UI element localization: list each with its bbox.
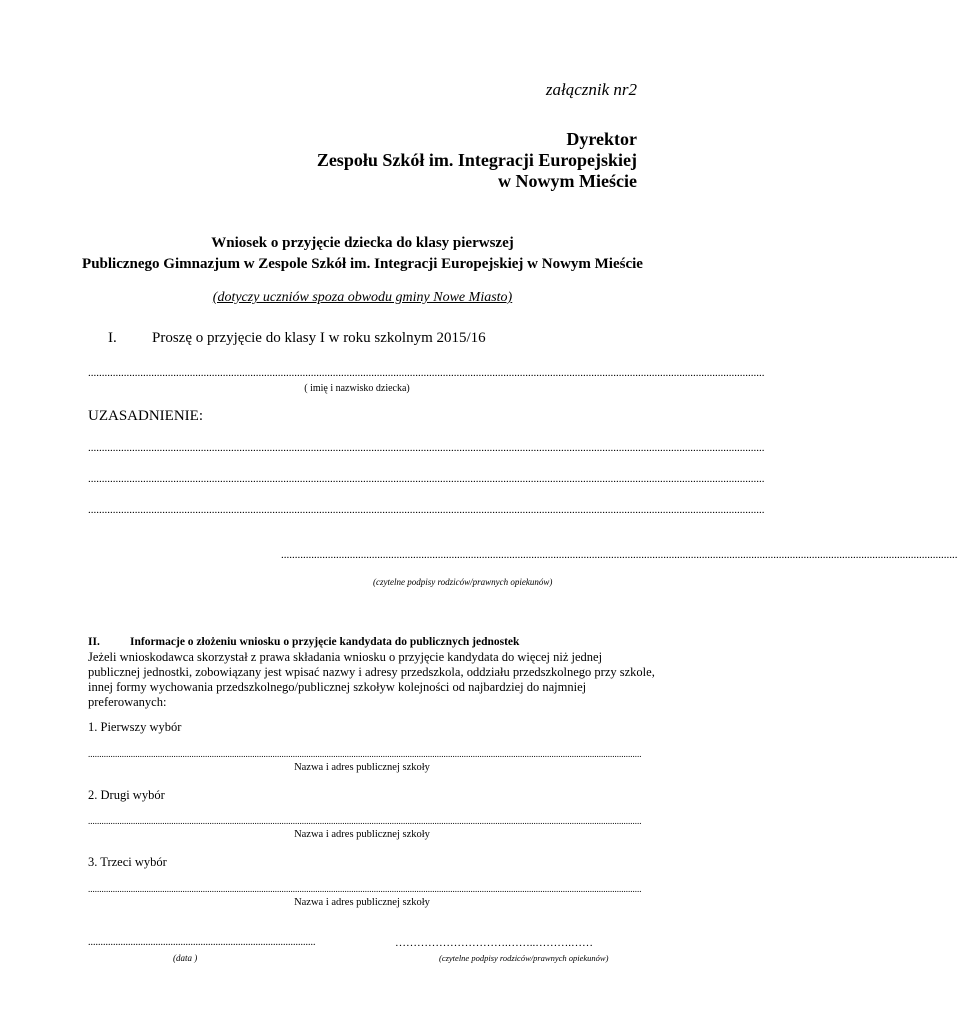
justification-line-2[interactable]: ...................................................................................................................................................................................................................................................... — [88, 473, 765, 485]
addressee-line1: Dyrektor — [566, 129, 637, 149]
date-field[interactable]: ........................................................................................... — [88, 937, 316, 948]
choice-1-caption: Nazwa i adres publicznej szkoły — [294, 762, 430, 773]
choice-1-label: 1. Pierwszy wybór — [88, 720, 182, 734]
justification-label: UZASADNIENIE: — [88, 408, 203, 424]
addressee-line2: Zespołu Szkół im. Integracji Europejskiej — [316, 150, 637, 170]
section2-body-line2: publicznej jednostki, zobowiązany jest wpisać nazwy i adresy przedszkola, oddziału przedszkolnego przy szkole, — [88, 665, 655, 679]
choice-3-field[interactable]: ...................................................................................................................................................................................................................................................... — [88, 884, 642, 894]
section2-body-line4: preferowanych: — [88, 695, 167, 709]
addressee-line3: w Nowym Mieście — [498, 171, 637, 191]
child-name-caption: ( imię i nazwisko dziecka) — [304, 383, 410, 394]
section2-number: II. — [88, 636, 100, 648]
choice-2-caption: Nazwa i adres publicznej szkoły — [294, 829, 430, 840]
final-signature-caption: (czytelne podpisy rodziców/prawnych opiekunów) — [439, 953, 609, 963]
parents-signature-caption: (czytelne podpisy rodziców/prawnych opiekunów) — [373, 577, 553, 587]
justification-line-1[interactable]: ...................................................................................................................................................................................................................................................... — [88, 442, 765, 454]
section1-number: I. — [108, 330, 117, 346]
title-line2: Publicznego Gimnazjum w Zespole Szkół im. Integracji Europejskiej w Nowym Mieście — [82, 256, 643, 272]
choice-1-field[interactable]: ...................................................................................................................................................................................................................................................... — [88, 749, 642, 759]
title-line1: Wniosek o przyjęcie dziecka do klasy pierwszej — [211, 235, 514, 251]
choice-3-label: 3. Trzeci wybór — [88, 855, 167, 869]
final-signature-field[interactable]: ………………………….……..……….…… — [395, 937, 593, 949]
title-note: (dotyczy uczniów spoza obwodu gminy Nowe Miasto) — [212, 290, 513, 305]
annex-label: załącznik nr2 — [545, 80, 637, 99]
section2-heading: Informacje o złożeniu wniosku o przyjęcie kandydata do publicznych jednostek — [130, 636, 520, 648]
section2-body-line3: innej formy wychowania przedszkolnego/publicznej szkoływ kolejności od najbardziej do najmniej — [88, 680, 587, 694]
section1-text: Proszę o przyjęcie do klasy I w roku szkolnym 2015/16 — [152, 330, 486, 346]
section2-body-line1: Jeżeli wnioskodawca skorzystał z prawa składania wniosku o przyjęcie kandydata do więcej niż jednej — [88, 650, 603, 664]
choice-2-field[interactable]: ...................................................................................................................................................................................................................................................... — [88, 816, 642, 826]
date-caption: (data ) — [173, 953, 198, 963]
parents-signature-field[interactable]: ...................................................................................................................................................................................................................................................... — [281, 549, 958, 561]
justification-line-3[interactable]: ...................................................................................................................................................................................................................................................... — [88, 504, 765, 516]
choice-2-label: 2. Drugi wybór — [88, 788, 165, 802]
choice-3-caption: Nazwa i adres publicznej szkoły — [294, 897, 430, 908]
child-name-field[interactable]: ...................................................................................................................................................................................................................................................... — [88, 367, 765, 379]
